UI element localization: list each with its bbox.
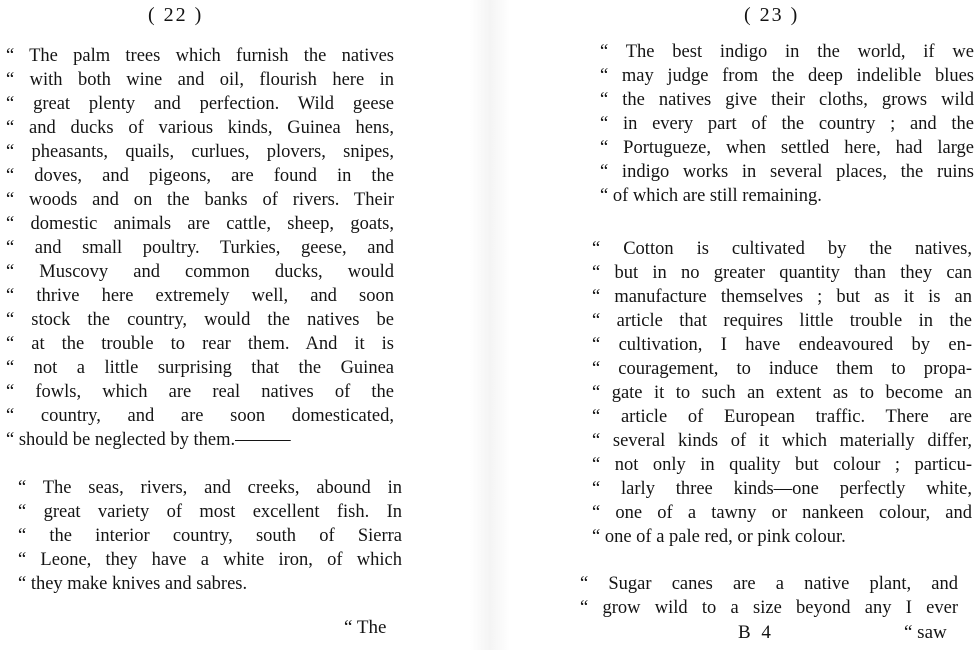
paragraph-palm-trees: [6, 44, 394, 452]
text-line: “ one of a pale red, or pink colour.: [592, 527, 846, 547]
text-line: “ gate it to such an extent as to become an: [592, 383, 972, 403]
text-line: “ larly three kinds—one perfectly white,: [592, 479, 972, 499]
text-line: “ great variety of most excellent fish. In: [18, 502, 402, 522]
text-line: “ grow wild to a size beyond any I ever: [580, 598, 958, 618]
page-number-right: ( 23 ): [744, 4, 800, 26]
text-line: “ stock the country, would the natives be: [6, 310, 394, 330]
text-line: “ doves, and pigeons, are found in the: [6, 166, 394, 186]
text-line: “ great plenty and perfection. Wild geese: [6, 94, 394, 114]
text-line: “ the natives give their cloths, grows wild: [600, 90, 974, 110]
text-line: “ thrive here extremely well, and soon: [6, 286, 394, 306]
text-line: “ Portugueze, when settled here, had large: [600, 138, 974, 158]
text-line: “ cultivation, I have endeavoured by en-: [592, 335, 972, 355]
page-number-left: ( 22 ): [148, 4, 204, 26]
text-line: “ Sugar canes are a native plant, and: [580, 574, 958, 594]
text-line: “ woods and on the banks of rivers. Their: [6, 190, 394, 210]
paragraph-seas-rivers: [18, 476, 402, 596]
text-line: “ fowls, which are real natives of the: [6, 382, 394, 402]
text-line: “ should be neglected by them.———: [6, 430, 291, 450]
text-line: “ couragement, to induce them to propa-: [592, 359, 972, 379]
text-line: “ the interior country, south of Sierra: [18, 526, 402, 546]
text-line: “ The best indigo in the world, if we: [600, 42, 974, 62]
text-line: “ manufacture themselves ; but as it is an: [592, 287, 972, 307]
text-line: “ not only in quality but colour ; particu-: [592, 455, 972, 475]
text-line: “ in every part of the country ; and the: [600, 114, 974, 134]
text-line: “ not a little surprising that the Guinea: [6, 358, 394, 378]
paragraph-sugar-canes: [580, 572, 958, 620]
text-line: “ with both wine and oil, flourish here in: [6, 70, 394, 90]
text-line: “ domestic animals are cattle, sheep, goats,: [6, 214, 394, 234]
left-page: [0, 0, 470, 650]
text-line: “ of which are still remaining.: [600, 186, 822, 206]
text-line: “ Cotton is cultivated by the natives,: [592, 239, 972, 259]
text-line: “ article that requires little trouble in the: [592, 311, 972, 331]
right-page: [510, 0, 980, 650]
paragraph-cotton: [592, 237, 972, 549]
paragraph-indigo: [600, 40, 974, 208]
signature-mark: B 4: [738, 622, 774, 643]
text-line: “ at the trouble to rear them. And it is: [6, 334, 394, 354]
book-gutter: [470, 0, 510, 650]
catchword-left: “ The: [344, 617, 387, 638]
text-line: “ but in no greater quantity than they can: [592, 263, 972, 283]
text-line: “ and small poultry. Turkies, geese, and: [6, 238, 394, 258]
text-line: “ may judge from the deep indelible blues: [600, 66, 974, 86]
text-line: “ several kinds of it which materially differ,: [592, 431, 972, 451]
text-line: “ one of a tawny or nankeen colour, and: [592, 503, 972, 523]
text-line: “ article of European traffic. There are: [592, 407, 972, 427]
text-line: “ they make knives and sabres.: [18, 574, 248, 594]
text-line: “ country, and are soon domesticated,: [6, 406, 394, 426]
text-line: “ The palm trees which furnish the natives: [6, 46, 394, 66]
text-line: “ pheasants, quails, curlues, plovers, snipes,: [6, 142, 394, 162]
text-line: “ The seas, rivers, and creeks, abound in: [18, 478, 402, 498]
text-line: “ Leone, they have a white iron, of which: [18, 550, 402, 570]
text-line: “ Muscovy and common ducks, would: [6, 262, 394, 282]
text-line: “ indigo works in several places, the ruins: [600, 162, 974, 182]
catchword-right: “ saw: [904, 622, 947, 643]
text-line: “ and ducks of various kinds, Guinea hens,: [6, 118, 394, 138]
